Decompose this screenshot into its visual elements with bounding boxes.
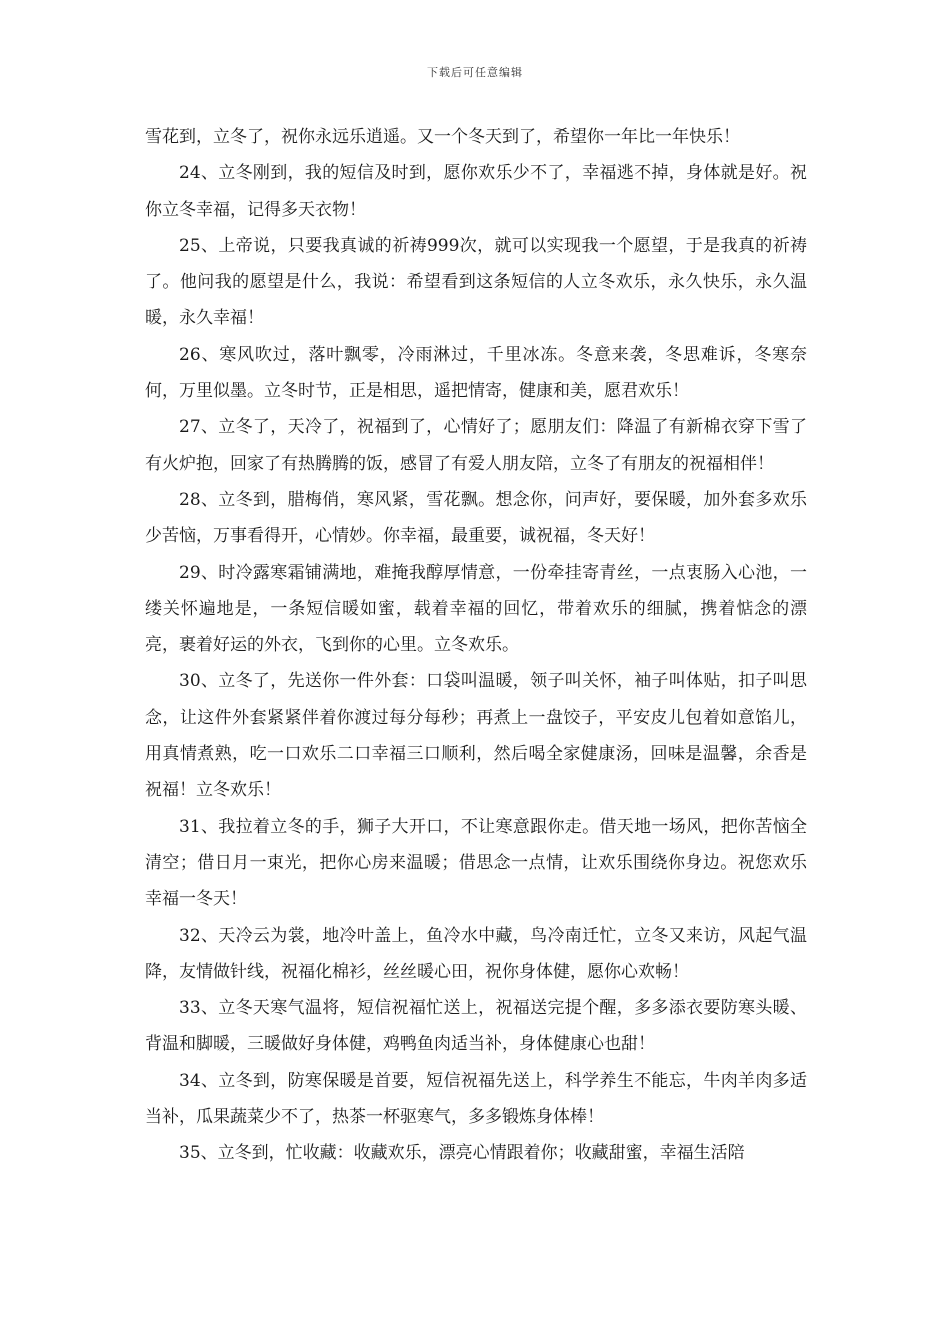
paragraph-29: 29、时冷露寒霜铺满地，难掩我醇厚情意，一份牵挂寄青丝，一点衷肠入心池，一缕关怀遍地是，一条短信暖如蜜，载着幸福的回忆，带着欢乐的细腻，携着惦念的漂亮，裹着好运的外衣，飞到你的心里。立冬欢乐。 <box>145 562 807 656</box>
paragraph-33: 33、立冬天寒气温将，短信祝福忙送上，祝福送完提个醒，多多添衣要防寒头暖、背温和脚暖，三暖做好身体健，鸡鸭鱼肉适当补，身体健康心也甜！ <box>145 998 807 1055</box>
paragraph-25: 25、上帝说，只要我真诚的祈祷999次，就可以实现我一个愿望，于是我真的祈祷了。他问我的愿望是什么，我说：希望看到这条短信的人立冬欢乐，永久快乐，永久温暖，永久幸福！ <box>145 235 807 329</box>
paragraph-28: 28、立冬到，腊梅俏，寒风紧，雪花飘。想念你，问声好，要保暖，加外套多欢乐少苦恼，万事看得开，心情妙。你幸福，最重要，诚祝福，冬天好！ <box>145 489 807 547</box>
paragraph-35: 35、立冬到，忙收藏：收藏欢乐，漂亮心情跟着你；收藏甜蜜，幸福生活陪 <box>179 1143 745 1164</box>
paragraph-34: 34、立冬到，防寒保暖是首要，短信祝福先送上，科学养生不能忘，牛肉羊肉多适当补，瓜果蔬菜少不了，热茶一杯驱寒气，多多锻炼身体棒！ <box>145 1070 807 1128</box>
paragraph-27: 27、立冬了，天冷了，祝福到了，心情好了；愿朋友们：降温了有新棉衣穿下雪了有火炉抱，回家了有热腾腾的饭，感冒了有爱人朋友陪，立冬了有朋友的祝福相伴！ <box>145 417 807 474</box>
paragraph-24: 24、立冬刚到，我的短信及时到，愿你欢乐少不了，幸福逃不掉，身体就是好。祝你立冬幸福，记得多天衣物！ <box>145 163 807 220</box>
document-body <box>145 119 807 1172</box>
paragraph-continuation: 雪花到，立冬了，祝你永远乐逍遥。又一个冬天到了，希望你一年比一年快乐！ <box>145 127 740 147</box>
page-header: 下载后可任意编辑 <box>427 66 523 79</box>
paragraph-26: 26、寒风吹过，落叶飘零，冷雨淋过，千里冰冻。冬意来袭，冬思难诉，冬寒奈何，万里似墨。立冬时节，正是相思，遥把情寄，健康和美，愿君欢乐！ <box>145 344 807 402</box>
paragraph-30: 30、立冬了，先送你一件外套：口袋叫温暖，领子叫关怀，袖子叫体贴，扣子叫思念，让这件外套紧紧伴着你渡过每分每秒；再煮上一盘饺子，平安皮儿包着如意馅儿，用真情煮熟，吃一口欢乐二口幸福三口顺利，然后喝全家健康汤，回味是温馨，余香是祝福！立冬欢乐！ <box>145 671 807 801</box>
paragraph-31: 31、我拉着立冬的手，狮子大开口，不让寒意跟你走。借天地一场风，把你苦恼全清空；借日月一束光，把你心房来温暖；借思念一点情，让欢乐围绕你身边。祝您欢乐幸福一冬天！ <box>145 816 807 910</box>
paragraph-32: 32、天冷云为裳，地冷叶盖上，鱼冷水中藏，鸟冷南迁忙，立冬又来访，风起气温降，友情做针线，祝福化棉衫，丝丝暖心田，祝你身体健，愿你心欢畅！ <box>145 925 807 982</box>
